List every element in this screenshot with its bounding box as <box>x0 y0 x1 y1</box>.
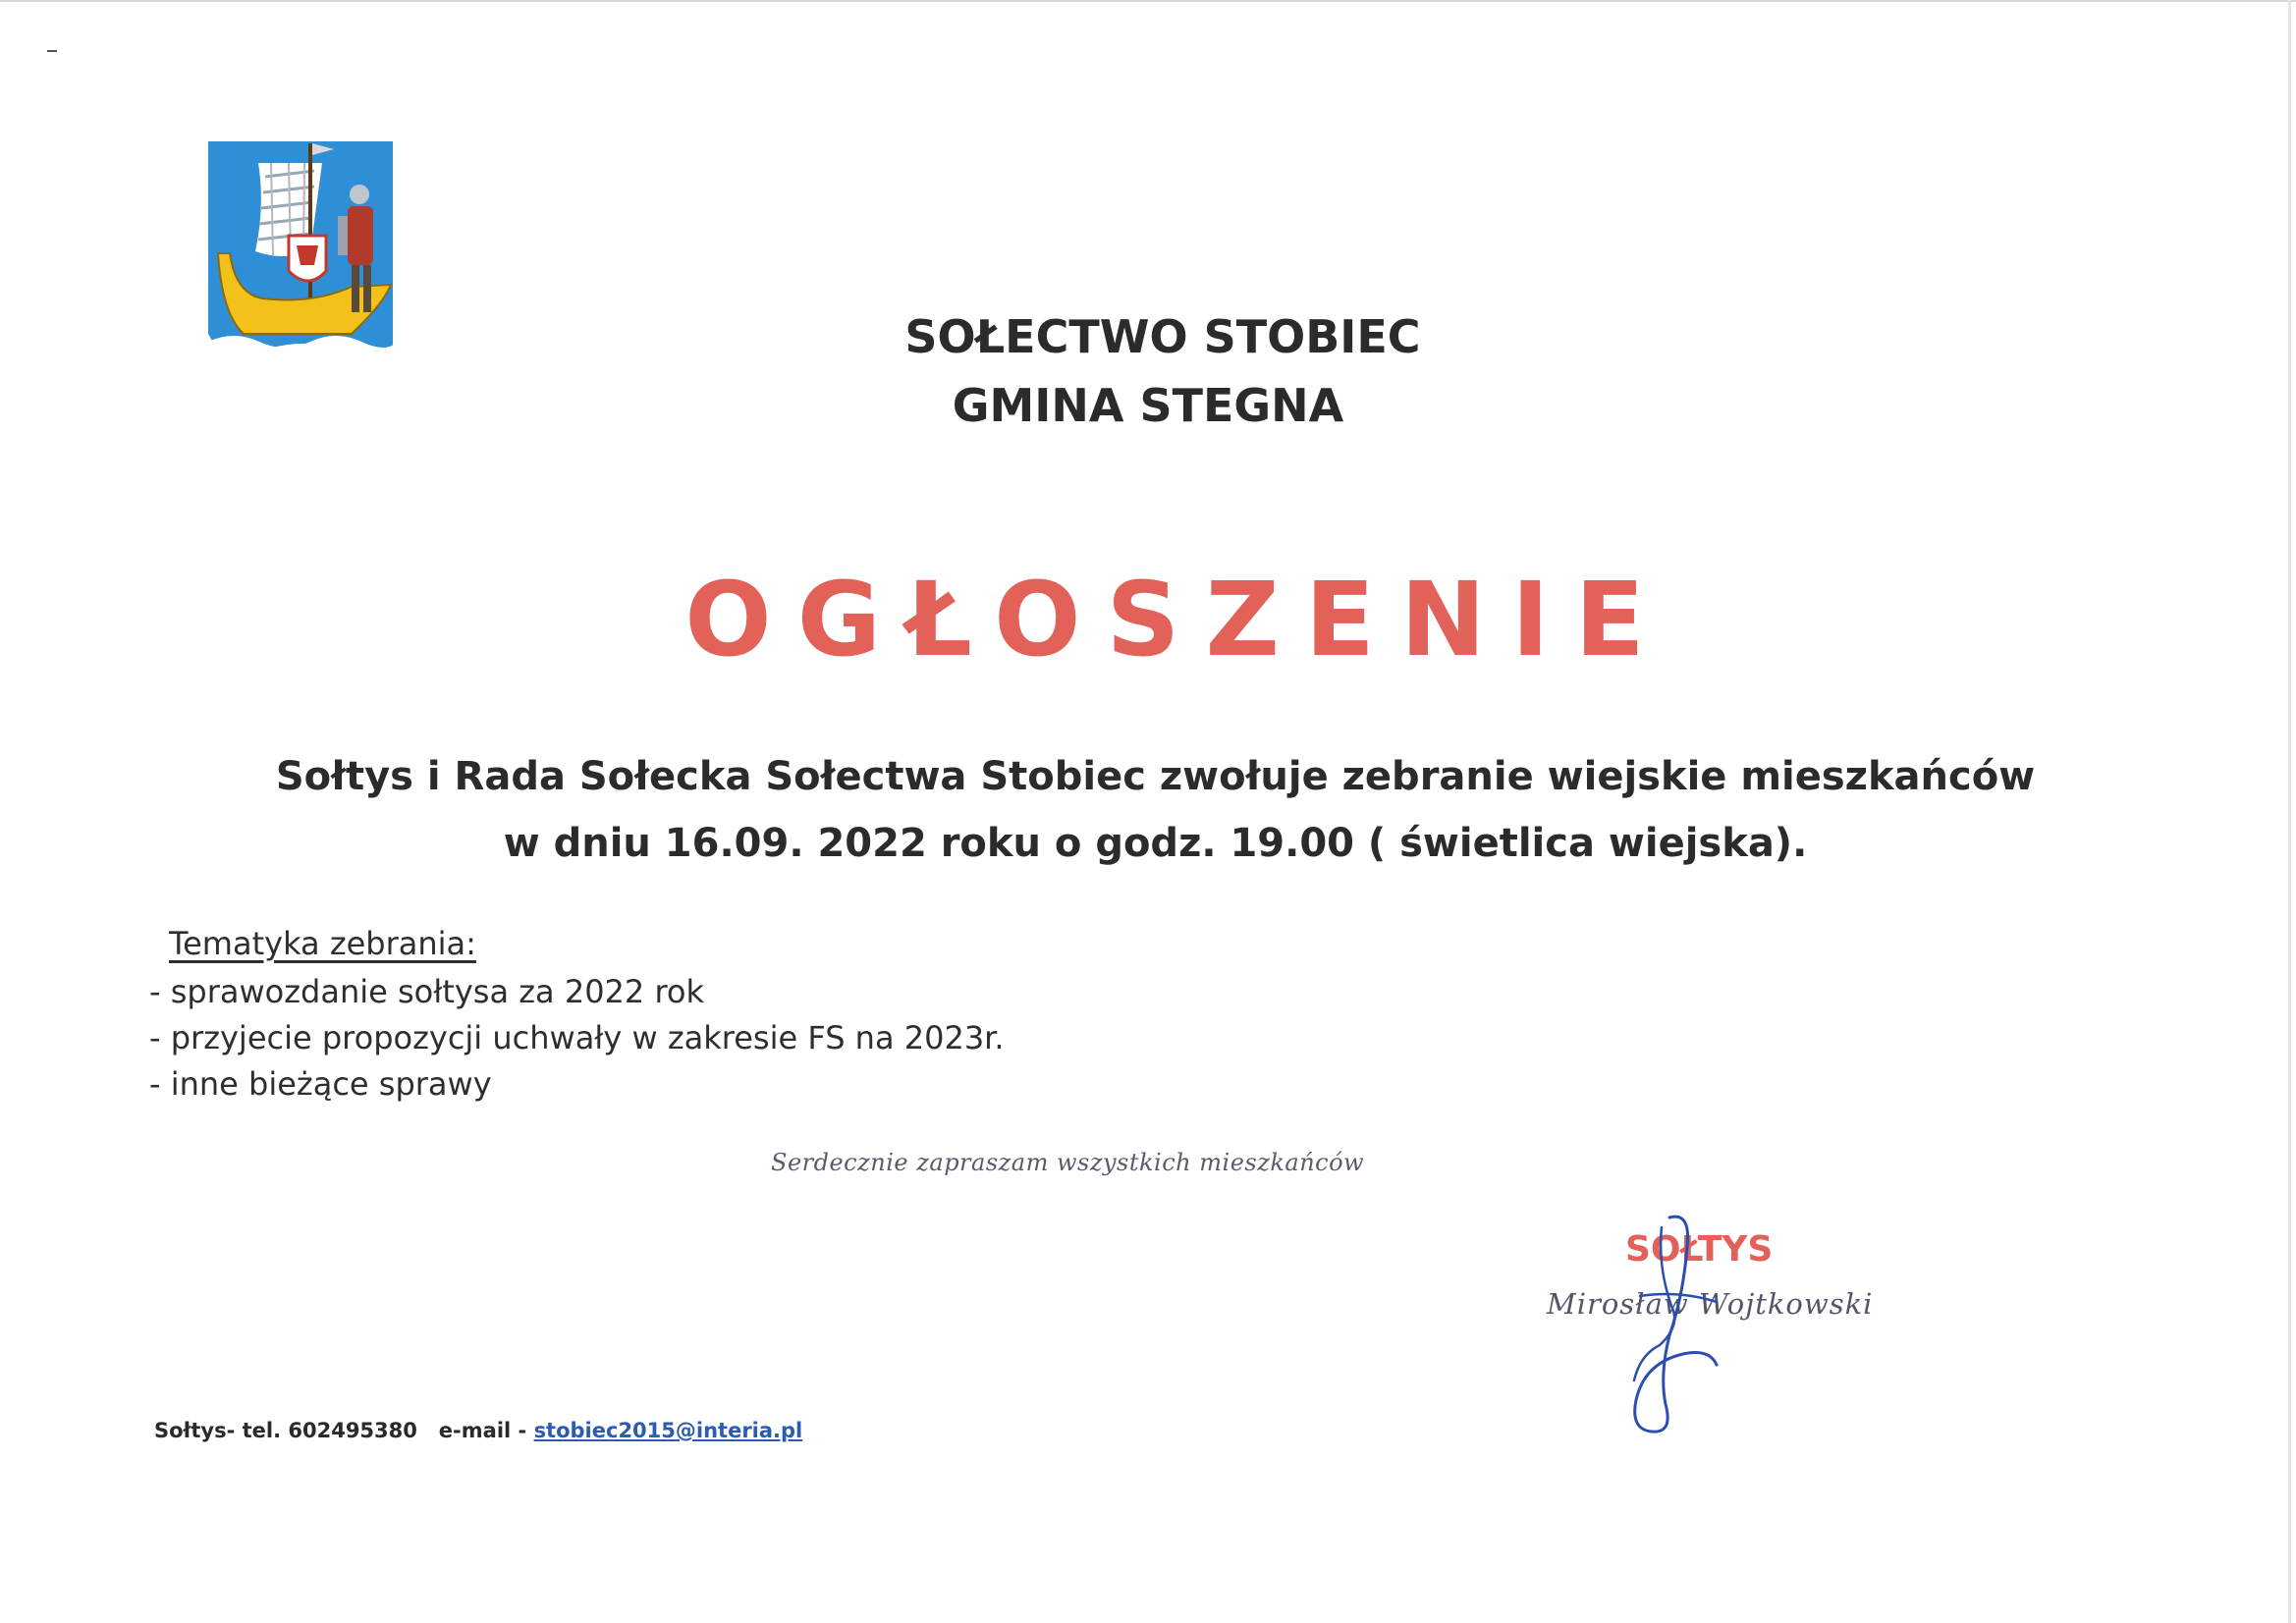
header-line-1: SOŁECTWO STOBIEC <box>904 310 1421 363</box>
header-line-2: GMINA STEGNA <box>952 379 1344 432</box>
scan-edge-right <box>2288 0 2291 1623</box>
invitation-text: Serdecznie zapraszam wszystkich mieszkańców <box>771 1149 1365 1176</box>
scan-mark <box>47 50 57 52</box>
agenda-item: - przyjecie propozycji uchwały w zakresie FS na 2023r. <box>149 1019 1005 1056</box>
scan-edge-top <box>0 0 2296 2</box>
page-title: OGŁOSZENIE <box>684 560 1670 679</box>
contact-text: Sołtys- tel. 602495380 e-mail - <box>154 1419 534 1442</box>
contact-footer <box>154 1419 802 1442</box>
agenda-item: - sprawozdanie sołtysa za 2022 rok <box>149 973 704 1010</box>
signature-name: Mirosław Wojtkowski <box>1547 1287 1874 1321</box>
agenda-list <box>149 969 1005 1108</box>
agenda-heading: Tematyka zebrania: <box>169 925 476 962</box>
agenda-item: - inne bieżące sprawy <box>149 1065 492 1103</box>
announcement-line-1: Sołtys i Rada Sołecka Sołectwa Stobiec zwołuje zebranie wiejskie mieszkańców <box>275 754 2036 799</box>
handwritten-signature-icon <box>1601 1208 1738 1443</box>
signature-role: SOŁTYS <box>1625 1229 1774 1270</box>
announcement-line-2: w dniu 16.09. 2022 roku o godz. 19.00 ( świetlica wiejska). <box>503 821 1808 866</box>
email-link[interactable]: stobiec2015@interia.pl <box>533 1419 803 1442</box>
